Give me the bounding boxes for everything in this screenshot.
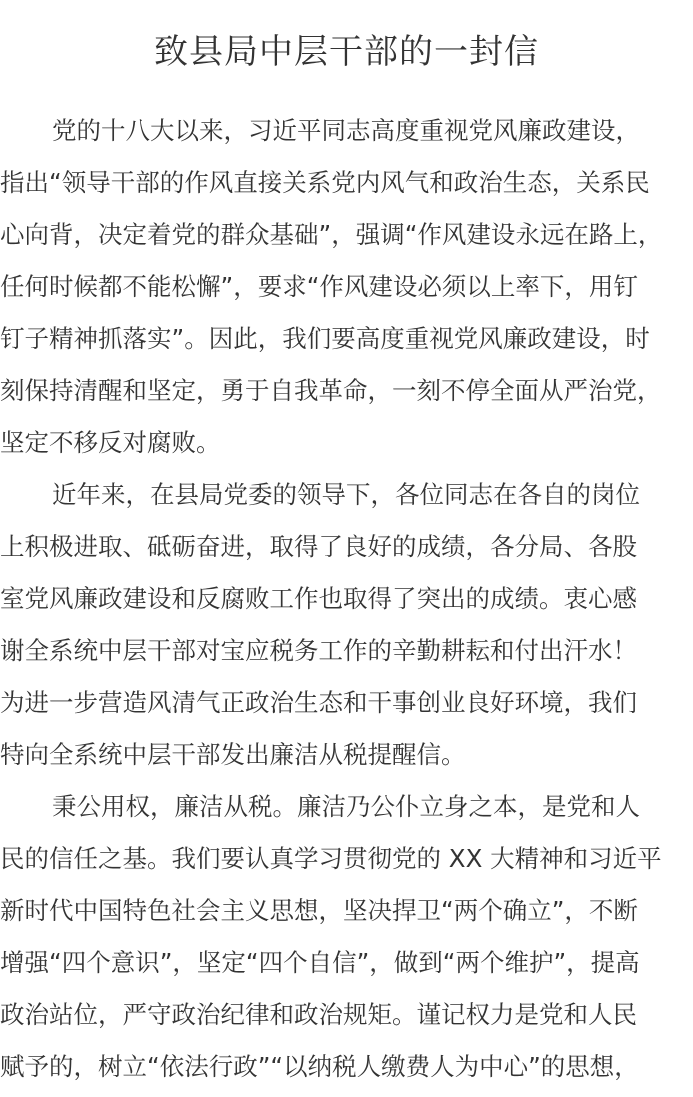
letter-title: 致县局中层干部的一封信 xyxy=(154,32,539,72)
text-line: 谢全系统中层干部对宝应税务工作的辛勤耕耘和付出汗水！ xyxy=(0,636,637,665)
text-line: 政治站位，严守政治纪律和政治规矩。谨记权力是党和人民 xyxy=(0,1000,637,1029)
text-line: 指出“领导干部的作风直接关系党内风气和政治生态，关系民 xyxy=(0,168,650,197)
text-line: 为进一步营造风清气正政治生态和干事创业良好环境，我们 xyxy=(0,688,637,717)
text-line: 民的信任之基。我们要认真学习贯彻党的 XX 大精神和习近平 xyxy=(0,844,662,873)
text-line: 坚定不移反对腐败。 xyxy=(0,428,221,457)
text-line: 任何时候都不能松懈”，要求“作风建设必须以上率下，用钉 xyxy=(0,272,638,301)
letter-body xyxy=(0,105,693,1093)
text-line: 党的十八大以来，习近平同志高度重视党风廉政建设， xyxy=(52,116,640,145)
text-line: 新时代中国特色社会主义思想，坚决捍卫“两个确立”，不断 xyxy=(0,896,638,925)
text-line: 心向背，决定着党的群众基础”，强调“作风建设永远在路上， xyxy=(0,220,663,249)
text-line: 赋予的，树立“依法行政”“以纳税人缴费人为中心”的思想， xyxy=(0,1052,639,1081)
text-line: 秉公用权，廉洁从税。廉洁乃公仆立身之本，是党和人 xyxy=(52,792,640,821)
text-line: 室党风廉政建设和反腐败工作也取得了突出的成绩。衷心感 xyxy=(0,584,637,613)
text-line: 近年来，在县局党委的领导下，各位同志在各自的岗位 xyxy=(52,480,640,509)
text-line: 上积极进取、砥砺奋进，取得了良好的成绩，各分局、各股 xyxy=(0,532,637,561)
text-line: 特向全系统中层干部发出廉洁从税提醒信。 xyxy=(0,740,466,769)
text-line: 增强“四个意识”，坚定“四个自信”，做到“两个维护”，提高 xyxy=(0,948,640,977)
text-line: 钉子精神抓落实”。因此，我们要高度重视党风廉政建设，时 xyxy=(0,324,650,353)
text-line: 刻保持清醒和坚定，勇于自我革命，一刻不停全面从严治党， xyxy=(0,376,662,405)
